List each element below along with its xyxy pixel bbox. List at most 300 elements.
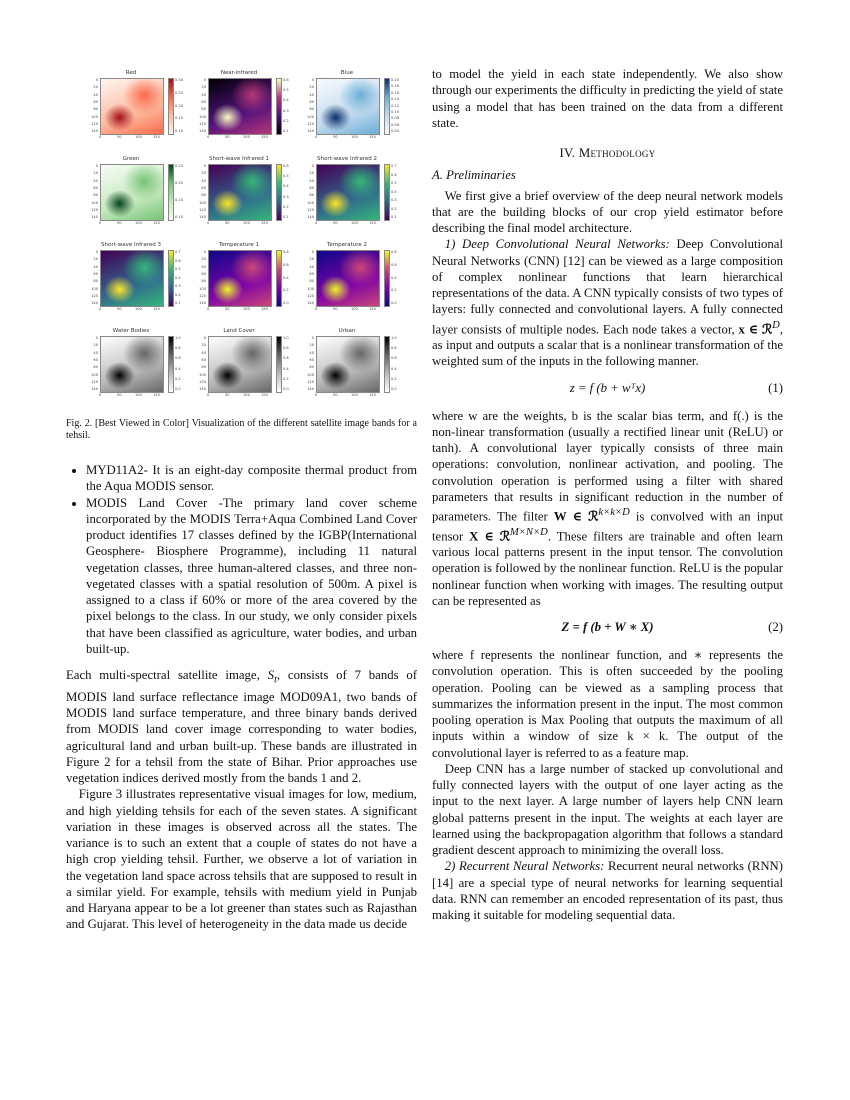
x-tick-label: 0	[99, 393, 102, 397]
y-tick-label: 120	[91, 293, 98, 298]
y-tick-label: 80	[309, 193, 314, 198]
y-tick-label: 80	[93, 279, 98, 284]
y-tick-label: 40	[93, 178, 98, 183]
band-image	[208, 164, 272, 221]
colorbar-tick-label: 0.6	[175, 258, 181, 263]
colorbar	[276, 78, 282, 135]
text: Each multi-spectral satellite image,	[66, 668, 268, 682]
x-tick-label: 100	[243, 135, 250, 139]
colorbar-tick-label: 0.6	[391, 262, 397, 267]
x-tick-label: 150	[369, 393, 376, 397]
colorbar-tick-label: 0.10	[175, 215, 184, 219]
math-sub: t	[273, 674, 277, 686]
colorbar-tick-label: 0.2	[283, 288, 289, 293]
colorbar	[168, 250, 174, 307]
paragraph: where f represents the nonlinear function, and ∗ represents the convolution operation. This is often succeeded by the pooling operation. Pooling can be viewed as a sampling process that summarizes the information present in the input. The most common pooling operation is Max Pooling that outputs the maximum of all inputs within a window of size k × k. The output of the convolutional layer is referred to as a feature map.	[432, 648, 783, 760]
y-tick-label: 80	[309, 279, 314, 284]
paragraph-heading: 2) Recurrent Neural Networks:	[444, 859, 605, 874]
paragraph: Figure 3 illustrates representative visual images for low, medium, and high yielding tehsils for each of the seven states. A significant variation in these images is observed across all the states. The variance is to such an extent that a couple of states do not have a high crop yielding tehsil. Further, we observe a lot of variation in the vegetation land space across tehsils that are supposed to result in a similar yield. For example, tehsils with medium yield in Punjab and Haryana appear to be a lot greener than states such as Rajasthan and Gujarat. This level of heterogeneity in the data made us decide	[66, 787, 417, 932]
y-tick-label: 140	[91, 387, 98, 392]
text: , consists of 7 bands of MODIS land surface reflectance image MOD09A1, two bands of MODIS land surface temperature, and three binary bands derived from MODIS land cover image corresponding to water bodies, agricultural land and urban built-up. These bands are illustrated in Figure 2 for a tehsil from the state of Bihar. Prior approaches use vegetation indices derived mostly from the bands 1 and 2.	[66, 668, 417, 786]
x-tick-label: 100	[135, 221, 142, 225]
bullet-list	[66, 462, 417, 657]
x-tick-label: 50	[117, 307, 122, 311]
panel-title: Red	[125, 70, 137, 76]
y-tick-label: 120	[199, 293, 206, 298]
x-tick-label: 150	[153, 135, 160, 139]
colorbar-tick-label: 0.2	[175, 292, 181, 297]
y-tick-label: 60	[93, 185, 98, 190]
colorbar-tick-label: 0.6	[391, 356, 397, 361]
y-tick-label: 0	[203, 336, 206, 340]
x-tick-label: 0	[315, 135, 318, 139]
y-tick-label: 0	[203, 164, 206, 168]
y-tick-label: 0	[95, 336, 98, 340]
colorbar-tick-label: 0.18	[391, 84, 400, 89]
equation: z = f (b + wᵀx)	[569, 380, 646, 395]
x-tick-label: 100	[243, 393, 250, 397]
y-tick-label: 60	[201, 271, 206, 276]
y-tick-label: 40	[201, 178, 206, 183]
colorbar-tick-label: 0.4	[391, 189, 397, 194]
y-tick-label: 20	[309, 257, 314, 262]
colorbar	[168, 336, 174, 393]
y-tick-label: 40	[93, 264, 98, 269]
band-image	[208, 78, 272, 135]
colorbar-tick-label: 0.25	[175, 90, 184, 95]
equation-2	[432, 619, 783, 637]
equation-1	[432, 380, 783, 398]
colorbar-tick-label: 0.20	[175, 181, 184, 185]
y-tick-label: 120	[307, 207, 314, 212]
subsection-heading: A. Preliminaries	[432, 168, 516, 183]
colorbar-tick-label: 0.7	[175, 250, 181, 254]
y-tick-label: 100	[307, 372, 314, 377]
y-tick-label: 100	[91, 372, 98, 377]
band-image	[100, 164, 164, 221]
x-tick-label: 150	[369, 221, 376, 225]
x-tick-label: 150	[261, 221, 268, 225]
text: is convolved with an input tensor	[432, 509, 783, 543]
y-tick-label: 60	[309, 271, 314, 276]
band-image	[316, 250, 380, 307]
y-tick-label: 0	[95, 250, 98, 254]
colorbar-tick-label: 0.12	[391, 103, 400, 108]
paragraph: We first give a brief overview of the deep neural network models that are the building blocks of our crop yield estimator before describing the final model architecture.	[432, 188, 783, 235]
y-tick-label: 60	[309, 357, 314, 362]
y-tick-label: 140	[307, 215, 314, 220]
section-heading: IV. Methodology	[559, 146, 656, 160]
x-tick-label: 0	[99, 307, 102, 311]
colorbar-tick-label: 0.4	[283, 275, 289, 280]
paragraph	[432, 236, 783, 369]
figure-satellite-bands	[66, 70, 417, 410]
y-tick-label: 140	[199, 387, 206, 392]
x-tick-label: 150	[153, 393, 160, 397]
text: , as input and outputs a scalar that is a nonlinear transformation of the weighted sum of the inputs in the following manner.	[432, 321, 783, 369]
y-tick-label: 60	[93, 271, 98, 276]
x-tick-label: 100	[351, 307, 358, 311]
y-tick-label: 40	[93, 350, 98, 355]
y-tick-label: 0	[311, 250, 314, 254]
y-tick-label: 20	[201, 85, 206, 90]
colorbar-tick-label: 0.2	[283, 376, 289, 381]
y-tick-label: 40	[201, 264, 206, 269]
figure-panel	[194, 242, 304, 324]
y-tick-label: 60	[201, 185, 206, 190]
colorbar	[384, 250, 390, 307]
y-tick-label: 20	[201, 343, 206, 348]
colorbar-tick-label: 1.0	[391, 336, 397, 340]
x-tick-label: 150	[369, 307, 376, 311]
y-tick-label: 100	[199, 200, 206, 205]
y-tick-label: 140	[307, 387, 314, 392]
y-tick-label: 0	[95, 164, 98, 168]
x-tick-label: 0	[315, 393, 318, 397]
colorbar-tick-label: 0.4	[175, 275, 181, 280]
left-column	[66, 70, 417, 933]
x-tick-label: 50	[333, 135, 338, 139]
paragraph	[432, 408, 783, 610]
y-tick-label: 80	[309, 107, 314, 112]
band-image	[100, 250, 164, 307]
colorbar-tick-label: 0.7	[391, 164, 397, 168]
x-tick-label: 50	[225, 135, 230, 139]
y-tick-label: 20	[309, 343, 314, 348]
x-tick-label: 100	[135, 135, 142, 139]
y-tick-label: 140	[91, 301, 98, 306]
colorbar-tick-label: 0.3	[283, 108, 289, 113]
x-tick-label: 0	[207, 221, 210, 225]
colorbar-tick-label: 0.8	[175, 346, 181, 351]
figure-panel	[302, 70, 412, 152]
colorbar-tick-label: 0.5	[175, 267, 181, 271]
math-sup: M×N×D	[509, 526, 548, 538]
panel-title: Green	[122, 156, 140, 162]
y-tick-label: 100	[91, 200, 98, 205]
y-tick-label: 140	[91, 129, 98, 134]
x-tick-label: 100	[351, 393, 358, 397]
x-tick-label: 0	[207, 307, 210, 311]
x-tick-label: 0	[99, 221, 102, 225]
colorbar-tick-label: 0.4	[391, 366, 397, 371]
band-image	[208, 250, 272, 307]
figure-panel	[194, 156, 304, 238]
colorbar-tick-label: 0.4	[283, 366, 289, 371]
colorbar-tick-label: 0.6	[283, 164, 289, 168]
paragraph-heading: 1) Deep Convolutional Neural Networks:	[444, 237, 670, 252]
band-image	[100, 78, 164, 135]
band-image	[100, 336, 164, 393]
colorbar-tick-label: 0.10	[391, 109, 400, 114]
colorbar-tick-label: 0.3	[175, 284, 181, 288]
x-tick-label: 50	[333, 393, 338, 397]
x-tick-label: 50	[333, 307, 338, 311]
colorbar-tick-label: 0.4	[175, 366, 181, 371]
panel-title: Short-wave Infrared 3	[101, 242, 161, 248]
y-tick-label: 60	[93, 99, 98, 104]
panel-title: Temperature 2	[326, 242, 368, 248]
colorbar-tick-label: 0.2	[391, 206, 397, 211]
y-tick-label: 140	[199, 215, 206, 220]
colorbar-tick-label: 1.0	[283, 336, 289, 340]
y-tick-label: 140	[307, 129, 314, 134]
y-tick-label: 120	[91, 121, 98, 126]
equation-number: (2)	[768, 620, 783, 634]
colorbar-tick-label: 0.2	[391, 376, 397, 381]
y-tick-label: 80	[201, 279, 206, 284]
x-tick-label: 0	[315, 221, 318, 225]
x-tick-label: 150	[153, 221, 160, 225]
y-tick-label: 40	[201, 350, 206, 355]
colorbar-tick-label: 0.1	[283, 129, 289, 133]
panel-title: Short-wave Infrared 1	[209, 156, 269, 162]
colorbar-tick-label: 0.08	[391, 116, 400, 121]
y-tick-label: 40	[309, 264, 314, 269]
y-tick-label: 60	[309, 99, 314, 104]
x-tick-label: 50	[117, 393, 122, 397]
colorbar-tick-label: 0.8	[391, 346, 397, 351]
colorbar	[168, 78, 174, 135]
math-sup: D	[772, 319, 780, 331]
panel-title: Urban	[338, 328, 356, 334]
x-tick-label: 50	[225, 221, 230, 225]
figure-panel	[194, 328, 304, 410]
colorbar-tick-label: 0.6	[283, 356, 289, 361]
y-tick-label: 80	[201, 365, 206, 370]
colorbar-tick-label: 0.6	[391, 172, 397, 177]
colorbar-tick-label: 0.1	[283, 215, 289, 219]
figure-panel	[86, 70, 196, 152]
paragraph	[66, 667, 417, 786]
panel-title: Blue	[340, 70, 354, 76]
colorbar-tick-label: 0.25	[175, 164, 184, 168]
y-tick-label: 40	[309, 178, 314, 183]
colorbar-tick-label: 0.0	[283, 301, 289, 305]
panel-title: Temperature 1	[218, 242, 260, 248]
y-tick-label: 40	[309, 92, 314, 97]
y-tick-label: 0	[95, 78, 98, 82]
colorbar-tick-label: 0.14	[391, 97, 400, 102]
panel-title: Short-wave Infrared 2	[317, 156, 377, 162]
colorbar-tick-label: 0.4	[391, 275, 397, 280]
x-tick-label: 50	[117, 221, 122, 225]
x-tick-label: 100	[351, 221, 358, 225]
y-tick-label: 20	[309, 85, 314, 90]
colorbar-tick-label: 0.8	[283, 250, 289, 254]
panel-title: Near-infrared	[220, 70, 258, 76]
colorbar	[168, 164, 174, 221]
colorbar-tick-label: 0.06	[391, 122, 400, 127]
y-tick-label: 80	[201, 193, 206, 198]
math: W ∈ ℛ	[553, 509, 599, 524]
y-tick-label: 0	[311, 78, 314, 82]
y-tick-label: 80	[93, 193, 98, 198]
y-tick-label: 100	[199, 114, 206, 119]
colorbar-tick-label: 0.5	[283, 88, 289, 93]
equation-number: (1)	[768, 380, 783, 395]
colorbar-tick-label: 0.5	[391, 181, 397, 185]
colorbar-tick-label: 0.3	[283, 194, 289, 199]
colorbar-tick-label: 0.3	[391, 198, 397, 202]
figure-panel	[194, 70, 304, 152]
colorbar-tick-label: 0.04	[391, 129, 400, 133]
colorbar	[276, 250, 282, 307]
colorbar	[276, 336, 282, 393]
y-tick-label: 120	[91, 379, 98, 384]
colorbar	[384, 164, 390, 221]
panel-title: Water Bodies	[112, 328, 150, 334]
figure-caption: Fig. 2. [Best Viewed in Color] Visualization of the different satellite image bands for a tehsil.	[66, 418, 417, 441]
x-tick-label: 100	[135, 393, 142, 397]
x-tick-label: 150	[261, 135, 268, 139]
x-tick-label: 50	[225, 393, 230, 397]
paragraph	[432, 858, 783, 923]
band-image	[208, 336, 272, 393]
y-tick-label: 0	[203, 78, 206, 82]
x-tick-label: 50	[117, 135, 122, 139]
x-tick-label: 50	[225, 307, 230, 311]
list-item: • MODIS Land Cover -The primary land cover scheme incorporated by the MODIS Terra+Aqua Combined Land Cover product identifies 17 classes defined by the IGBP(International Geosphere- Biosphere Programme), including 11 natural vegetation classes, three human-altered classes, and three non-vegetated classes with a spatial resolution of 500m. A pixel is assigned to a class if 60% or more of the area covered by the pixel belongs to the class. In our study, we only consider pixels that have been classified as agriculture, water bodies, and urban built-up.	[86, 495, 417, 658]
y-tick-label: 120	[91, 207, 98, 212]
colorbar-tick-label: 0.20	[175, 103, 184, 108]
colorbar-tick-label: 0.6	[283, 78, 289, 82]
colorbar-tick-label: 0.15	[175, 116, 184, 121]
y-tick-label: 60	[201, 99, 206, 104]
y-tick-label: 0	[203, 250, 206, 254]
x-tick-label: 150	[369, 135, 376, 139]
x-tick-label: 100	[243, 307, 250, 311]
x-tick-label: 100	[351, 135, 358, 139]
y-tick-label: 100	[307, 114, 314, 119]
list-item: • MYD11A2- It is an eight-day composite thermal product from the Aqua MODIS sensor.	[86, 462, 417, 495]
text: Recurrent neural networks (RNN)[14] are a special type of neural networks for learning sequential data. RNN can remember an encoded representation of its past, thus making it suitable for modeling sequential data.	[432, 859, 783, 922]
band-image	[316, 78, 380, 135]
band-image	[316, 336, 380, 393]
colorbar-tick-label: 0.0	[283, 387, 289, 391]
colorbar-tick-label: 0.16	[391, 90, 400, 95]
y-tick-label: 0	[311, 164, 314, 168]
colorbar-tick-label: 0.0	[391, 387, 397, 391]
x-tick-label: 0	[315, 307, 318, 311]
x-tick-label: 100	[135, 307, 142, 311]
colorbar-tick-label: 0.4	[283, 98, 289, 103]
math: X ∈ ℛ	[469, 528, 510, 543]
y-tick-label: 60	[201, 357, 206, 362]
text: Deep Convolutional Neural Networks (CNN) [12] can be viewed as a large composition of complex nonlinear functions that learn hierarchical representations of the data. A CNN typically consists of two types of layers: fully connected and convolutional layers. A fully connected layer consists of multiple nodes. Each node takes a vector,	[432, 237, 783, 336]
x-tick-label: 50	[333, 221, 338, 225]
y-tick-label: 20	[93, 343, 98, 348]
y-tick-label: 100	[199, 372, 206, 377]
colorbar-tick-label: 0.5	[283, 174, 289, 179]
colorbar-tick-label: 0.10	[175, 129, 184, 133]
math-sup: k×k×D	[598, 507, 630, 518]
colorbar-tick-label: 1.0	[175, 336, 181, 340]
y-tick-label: 100	[199, 286, 206, 291]
y-tick-label: 120	[199, 121, 206, 126]
x-tick-label: 0	[207, 393, 210, 397]
figure-panel	[302, 242, 412, 324]
figure-panel	[86, 156, 196, 238]
y-tick-label: 80	[93, 365, 98, 370]
y-tick-label: 80	[93, 107, 98, 112]
y-tick-label: 140	[199, 301, 206, 306]
y-tick-label: 120	[307, 121, 314, 126]
y-tick-label: 20	[93, 257, 98, 262]
figure-panel	[302, 156, 412, 238]
colorbar	[276, 164, 282, 221]
y-tick-label: 40	[93, 92, 98, 97]
y-tick-label: 20	[201, 171, 206, 176]
colorbar-tick-label: 0.0	[175, 387, 181, 391]
colorbar-tick-label: 0.6	[175, 356, 181, 361]
y-tick-label: 120	[307, 293, 314, 298]
y-tick-label: 60	[93, 357, 98, 362]
y-tick-label: 100	[91, 286, 98, 291]
x-tick-label: 0	[207, 135, 210, 139]
right-column	[432, 66, 783, 923]
y-tick-label: 140	[91, 215, 98, 220]
y-tick-label: 140	[307, 301, 314, 306]
x-tick-label: 0	[99, 135, 102, 139]
y-tick-label: 100	[307, 200, 314, 205]
x-tick-label: 100	[243, 221, 250, 225]
figure-panel	[86, 242, 196, 324]
colorbar-tick-label: 0.8	[391, 250, 397, 254]
math: x ∈ ℛ	[738, 321, 773, 336]
colorbar-tick-label: 0.4	[283, 184, 289, 189]
y-tick-label: 60	[309, 185, 314, 190]
colorbar-tick-label: 0.2	[283, 204, 289, 209]
colorbar	[384, 78, 390, 135]
panel-title: Land Cover	[223, 328, 255, 334]
colorbar-tick-label: 0.0	[391, 301, 397, 305]
colorbar-tick-label: 0.2	[391, 288, 397, 293]
y-tick-label: 0	[311, 336, 314, 340]
equation: Z = f (b + W ∗ X)	[561, 620, 654, 634]
paragraph: to model the yield in each state independently. We also show through our experiments the difficulty in predicting the yield of state using a model that has been trained on the data from a different state.	[432, 67, 783, 130]
x-tick-label: 150	[153, 307, 160, 311]
paragraph: Deep CNN has a large number of stacked up convolutional and fully connected layers with the output of one layer acting as the input to the next layer. A large number of layers help CNN learn global patterns present in the input. The weights at each layer are learned using the backpropagation algorithm that follows a standard gradient descent approach to minimizing the overall loss.	[432, 761, 783, 857]
colorbar-tick-label: 0.15	[175, 198, 184, 202]
colorbar-tick-label: 0.20	[391, 78, 400, 82]
y-tick-label: 40	[201, 92, 206, 97]
x-tick-label: 150	[261, 393, 268, 397]
text: where w are the weights, b is the scalar bias term, and f(.) is the non-linear transformation (usually a rectified linear unit (ReLU) or tanh). A convolutional layer typically consists of three main operations: convolution, nonlinear activation, and pooling. The convolution operation is performed using a filter with shared parameters that results in significant reduction in the number of parameters. The filter	[432, 408, 783, 524]
y-tick-label: 80	[309, 365, 314, 370]
y-tick-label: 20	[309, 171, 314, 176]
x-tick-label: 150	[261, 307, 268, 311]
y-tick-label: 20	[201, 257, 206, 262]
y-tick-label: 20	[93, 85, 98, 90]
colorbar-tick-label: 0.8	[283, 346, 289, 351]
y-tick-label: 140	[199, 129, 206, 134]
band-image	[316, 164, 380, 221]
y-tick-label: 120	[199, 379, 206, 384]
y-tick-label: 20	[93, 171, 98, 176]
y-tick-label: 80	[201, 107, 206, 112]
y-tick-label: 120	[199, 207, 206, 212]
colorbar	[384, 336, 390, 393]
figure-panel	[86, 328, 196, 410]
math: S	[267, 668, 274, 682]
colorbar-tick-label: 0.1	[175, 301, 181, 305]
text: . These filters are trainable and often learn various local patterns present in the input tensor. The convolution operation is followed by the nonlinear function. ReLU is the popular nonlinear function when working with images. The resulting output can be represented as	[432, 528, 783, 608]
colorbar-tick-label: 0.2	[175, 376, 181, 381]
figure-panel	[302, 328, 412, 410]
colorbar-tick-label: 0.1	[391, 215, 397, 219]
y-tick-label: 100	[91, 114, 98, 119]
